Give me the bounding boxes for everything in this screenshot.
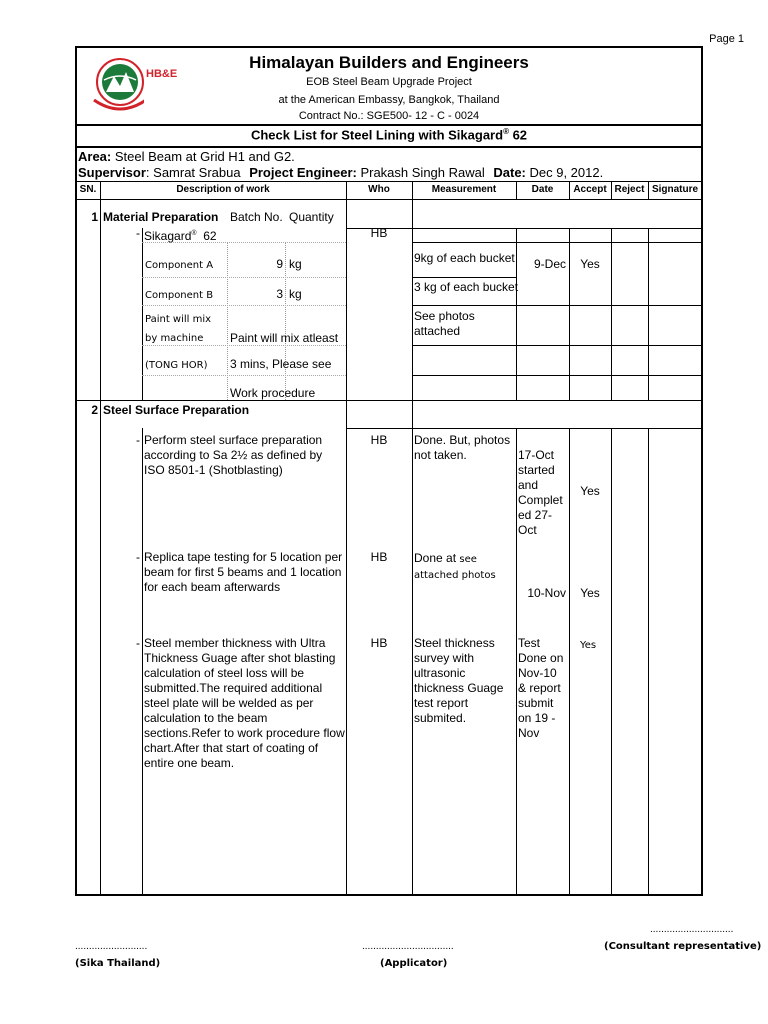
grid-dot — [285, 242, 286, 400]
measurement-cell: 3 kg of each bucket — [414, 280, 519, 294]
row-dash: - — [136, 226, 140, 240]
measurement-cell: Steel thickness survey with ultrasonic thickness Guage test report submited. — [414, 636, 504, 725]
accept-cell: Yes — [580, 257, 600, 271]
col-rule — [346, 181, 347, 895]
grid-dot — [142, 305, 346, 306]
col-rule — [516, 181, 517, 200]
applicator-label: (Applicator) — [380, 958, 448, 969]
col-reject: Reject — [614, 184, 645, 195]
rule — [76, 124, 702, 126]
component-b-label: Component B — [145, 290, 214, 301]
measurement-cell: Done at see — [414, 551, 477, 565]
batch-label: Batch No. — [230, 210, 283, 224]
col-rule — [611, 428, 612, 895]
contract-number: Contract No.: SGE500- 12 - C - 0024 — [298, 110, 480, 122]
col-signature: Signature — [651, 184, 699, 195]
col-rule — [648, 428, 649, 895]
who-cell: HB — [370, 636, 388, 650]
col-date: Date — [531, 184, 554, 195]
col-description: Description of work — [176, 184, 270, 195]
component-a-unit: kg — [289, 257, 302, 271]
row-dash: - — [136, 550, 140, 564]
consultant-signature-line: .............................. — [650, 924, 734, 935]
accept-cell: Yes — [580, 586, 600, 600]
who-cell: HB — [370, 550, 388, 564]
measurement-cell: 9kg of each bucket — [414, 251, 515, 265]
mix-note: 3 mins, Please see — [230, 357, 332, 371]
component-b-unit: kg — [289, 287, 302, 301]
supervisor-line: Supervisor: Samrat Srabua Project Engineer: Prakash Singh Rawal Date: Dec 9, 2012. — [78, 165, 604, 180]
component-a-qty: 9 — [276, 257, 283, 271]
col-rule — [100, 181, 101, 895]
col-rule — [142, 428, 143, 895]
rule — [76, 181, 702, 182]
section-title: Steel Surface Preparation — [103, 403, 250, 417]
quantity-label: Quantity — [289, 210, 334, 224]
component-a-label: Component A — [145, 260, 214, 271]
material-name: Sikagard® 62 — [144, 229, 217, 243]
rule — [76, 146, 702, 148]
accept-cell: Yes — [580, 640, 597, 651]
sika-signature-line: .......................... — [75, 941, 148, 952]
page-number: Page 1 — [709, 33, 744, 45]
paint-note: (TONG HOR) — [145, 360, 208, 371]
section-number: 1 — [91, 210, 98, 224]
grid-dot — [227, 242, 228, 400]
work-description: Perform steel surface preparation according to Sa 2½ as defined by ISO 8501-1 (Shotblasting) — [144, 433, 323, 477]
work-description: Steel member thickness with Ultra Thickness Guage after shot blasting calculation of steel loss will be submitted.The required additional steel plate will be welded as per calculation to the beam sections.Refer to work procedure flow chart.After that start of coating of entire one beam. — [144, 636, 345, 770]
applicator-signature-line: ................................. — [362, 941, 454, 952]
who-cell: HB — [370, 433, 388, 447]
date-cell: 10-Nov — [527, 586, 566, 600]
col-rule — [516, 428, 517, 895]
rule — [76, 199, 702, 200]
date-cell: Test Done on Nov-10 & report submit on 19 - Nov — [518, 636, 564, 740]
area-line: Area: Steel Beam at Grid H1 and G2. — [78, 149, 295, 164]
accept-cell: Yes — [580, 484, 600, 498]
row-dash: - — [136, 433, 140, 447]
rule — [76, 400, 702, 401]
col-who: Who — [368, 184, 390, 195]
measurement-cell: See photos attached — [414, 309, 475, 338]
col-rule — [648, 181, 649, 200]
grid-dot — [142, 277, 346, 278]
project-name: EOB Steel Beam Upgrade Project — [306, 76, 472, 88]
who-cell: HB — [370, 226, 388, 240]
date-cell: 9-Dec — [533, 257, 566, 271]
component-b-qty: 3 — [276, 287, 283, 301]
mix-note: Paint will mix atleast — [230, 331, 339, 345]
paint-note: Paint will mix — [145, 314, 212, 325]
col-rule — [412, 181, 413, 895]
measurement-cell: attached photos — [414, 570, 496, 581]
checklist-title: Check List for Steel Lining with Sikagard® 62 — [250, 127, 528, 143]
section-number: 2 — [91, 403, 98, 417]
rule — [346, 428, 702, 429]
section-title: Material Preparation — [103, 210, 219, 224]
col-accept: Accept — [573, 184, 607, 195]
work-description: Replica tape testing for 5 location per beam for first 5 beams and 1 location for each beam afterwards — [144, 550, 343, 594]
rule — [412, 242, 702, 243]
row-dash: - — [136, 636, 140, 650]
sika-label: (Sika Thailand) — [75, 958, 161, 969]
paint-note: by machine — [145, 333, 204, 344]
date-cell: 17-Oct started and Complet ed 27-Oct — [518, 448, 563, 537]
rule — [412, 305, 702, 306]
logo-letters: HB&E — [146, 68, 178, 80]
rule — [412, 375, 702, 376]
company-name: Himalayan Builders and Engineers — [249, 53, 529, 72]
rule — [412, 277, 516, 278]
consultant-label: (Consultant representative) — [604, 941, 762, 952]
project-location: at the American Embassy, Bangkok, Thailand — [278, 94, 500, 106]
col-sn: SN. — [79, 184, 97, 195]
rule — [412, 345, 702, 346]
col-rule — [569, 181, 570, 200]
grid-dot — [142, 375, 346, 376]
measurement-cell: Done. But, photos not taken. — [414, 433, 511, 462]
col-measurement: Measurement — [431, 184, 497, 195]
mix-note: Work procedure — [230, 386, 316, 400]
col-rule — [611, 181, 612, 200]
